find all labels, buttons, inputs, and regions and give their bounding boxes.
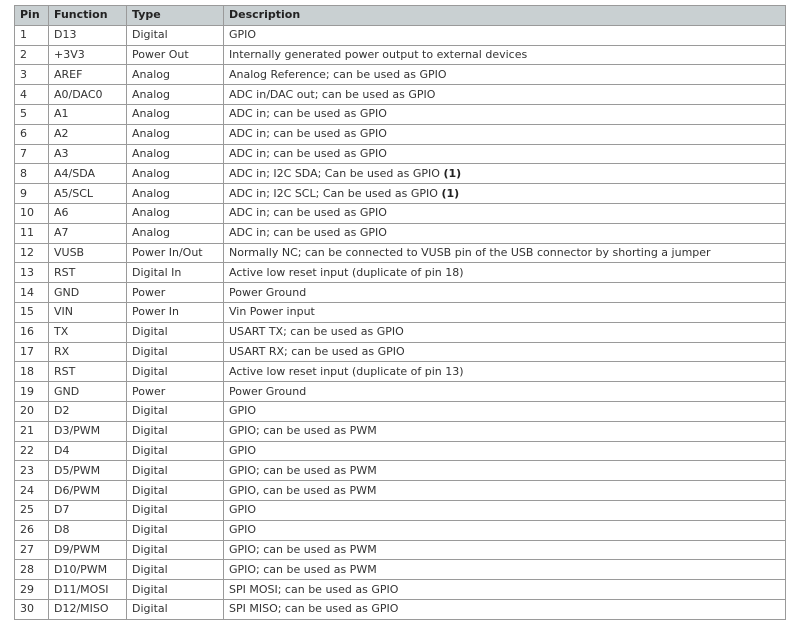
table-row: [15, 283, 786, 303]
cell-description: [224, 203, 786, 223]
description-text: SPI MOSI; can be used as GPIO: [229, 582, 399, 596]
description-text: GPIO; can be used as PWM: [229, 424, 377, 438]
cell-description: [224, 124, 786, 144]
cell-pin: 11: [15, 223, 49, 243]
cell-function: D10/PWM: [49, 560, 127, 580]
cell-function: A4/SDA: [49, 164, 127, 184]
cell-description: [224, 104, 786, 124]
cell-function: D8: [49, 520, 127, 540]
description-text: GPIO: [229, 28, 257, 42]
description-text: GPIO; can be used as PWM: [229, 463, 377, 477]
cell-function: A7: [49, 223, 127, 243]
table-row: [15, 25, 786, 45]
table-row: [15, 45, 786, 65]
cell-function: D2: [49, 401, 127, 421]
cell-pin: 20: [15, 401, 49, 421]
header-pin: Pin: [15, 6, 49, 26]
description-text: ADC in; can be used as GPIO: [229, 107, 387, 121]
table-row: [15, 599, 786, 619]
header-description: Description: [224, 6, 786, 26]
cell-description: [224, 540, 786, 560]
cell-pin: 4: [15, 85, 49, 105]
description-text: ADC in/DAC out; can be used as GPIO: [229, 87, 436, 101]
cell-type: Power In/Out: [127, 243, 224, 263]
cell-description: [224, 599, 786, 619]
cell-type: Digital In: [127, 263, 224, 283]
cell-description: [224, 144, 786, 164]
table-row: [15, 461, 786, 481]
cell-function: A5/SCL: [49, 184, 127, 204]
cell-pin: 7: [15, 144, 49, 164]
cell-function: TX: [49, 322, 127, 342]
cell-description: [224, 421, 786, 441]
cell-pin: 21: [15, 421, 49, 441]
description-text: GPIO: [229, 503, 257, 517]
cell-function: VUSB: [49, 243, 127, 263]
table-row: [15, 401, 786, 421]
cell-type: Digital: [127, 520, 224, 540]
cell-pin: 1: [15, 25, 49, 45]
cell-pin: 15: [15, 302, 49, 322]
cell-type: Analog: [127, 104, 224, 124]
cell-description: [224, 85, 786, 105]
cell-function: GND: [49, 283, 127, 303]
table-row: [15, 203, 786, 223]
table-row: [15, 144, 786, 164]
pin-table: [14, 5, 786, 620]
cell-function: D4: [49, 441, 127, 461]
cell-description: [224, 441, 786, 461]
description-text: ADC in; can be used as GPIO: [229, 226, 387, 240]
cell-type: Power Out: [127, 45, 224, 65]
description-text: Vin Power input: [229, 305, 315, 319]
cell-type: Analog: [127, 65, 224, 85]
table-row: [15, 164, 786, 184]
table-row: [15, 104, 786, 124]
cell-description: [224, 520, 786, 540]
cell-type: Power: [127, 382, 224, 402]
table-row: [15, 85, 786, 105]
cell-type: Power: [127, 283, 224, 303]
table-row: [15, 481, 786, 501]
cell-description: [224, 560, 786, 580]
cell-pin: 30: [15, 599, 49, 619]
cell-description: [224, 283, 786, 303]
cell-description: [224, 25, 786, 45]
cell-pin: 23: [15, 461, 49, 481]
table-row: [15, 243, 786, 263]
table-row: [15, 342, 786, 362]
cell-type: Digital: [127, 342, 224, 362]
cell-function: +3V3: [49, 45, 127, 65]
cell-type: Digital: [127, 401, 224, 421]
cell-function: D12/MISO: [49, 599, 127, 619]
cell-pin: 28: [15, 560, 49, 580]
cell-type: Digital: [127, 362, 224, 382]
cell-description: [224, 223, 786, 243]
description-text: Normally NC; can be connected to VUSB pin of the USB connector by shorting a jumper: [229, 245, 711, 259]
cell-type: Analog: [127, 164, 224, 184]
description-text: GPIO; can be used as PWM: [229, 542, 377, 556]
table-row: [15, 580, 786, 600]
description-text: USART TX; can be used as GPIO: [229, 325, 404, 339]
cell-type: Digital: [127, 322, 224, 342]
cell-type: Digital: [127, 481, 224, 501]
footnote-marker: (1): [443, 166, 462, 180]
cell-function: D9/PWM: [49, 540, 127, 560]
cell-type: Analog: [127, 223, 224, 243]
cell-function: GND: [49, 382, 127, 402]
cell-pin: 14: [15, 283, 49, 303]
cell-pin: 24: [15, 481, 49, 501]
description-text: ADC in; I2C SDA; Can be used as GPIO: [229, 166, 440, 180]
cell-description: [224, 65, 786, 85]
cell-type: Digital: [127, 500, 224, 520]
cell-function: D6/PWM: [49, 481, 127, 501]
description-text: USART RX; can be used as GPIO: [229, 344, 405, 358]
table-row: [15, 124, 786, 144]
table-row: [15, 540, 786, 560]
cell-pin: 2: [15, 45, 49, 65]
description-text: Active low reset input (duplicate of pin 13): [229, 364, 464, 378]
cell-description: [224, 45, 786, 65]
table-body: [15, 25, 786, 619]
footnote-marker: (1): [441, 186, 460, 200]
cell-function: D13: [49, 25, 127, 45]
cell-type: Digital: [127, 580, 224, 600]
cell-description: [224, 382, 786, 402]
cell-type: Digital: [127, 25, 224, 45]
cell-pin: 26: [15, 520, 49, 540]
cell-description: [224, 342, 786, 362]
cell-function: RST: [49, 263, 127, 283]
header-type: Type: [127, 6, 224, 26]
header-row: [15, 6, 786, 26]
cell-pin: 25: [15, 500, 49, 520]
description-text: ADC in; can be used as GPIO: [229, 146, 387, 160]
description-text: Internally generated power output to external devices: [229, 47, 528, 61]
description-text: GPIO; can be used as PWM: [229, 562, 377, 576]
cell-type: Digital: [127, 421, 224, 441]
cell-function: RST: [49, 362, 127, 382]
description-text: GPIO, can be used as PWM: [229, 483, 377, 497]
cell-function: RX: [49, 342, 127, 362]
description-text: Power Ground: [229, 285, 307, 299]
table-row: [15, 65, 786, 85]
cell-pin: 8: [15, 164, 49, 184]
table-row: [15, 421, 786, 441]
cell-function: AREF: [49, 65, 127, 85]
cell-pin: 16: [15, 322, 49, 342]
table-row: [15, 500, 786, 520]
table-row: [15, 362, 786, 382]
description-text: GPIO: [229, 443, 257, 457]
cell-pin: 10: [15, 203, 49, 223]
cell-description: [224, 401, 786, 421]
cell-type: Digital: [127, 560, 224, 580]
cell-pin: 27: [15, 540, 49, 560]
cell-pin: 13: [15, 263, 49, 283]
cell-type: Digital: [127, 599, 224, 619]
cell-description: [224, 481, 786, 501]
cell-description: [224, 322, 786, 342]
cell-description: [224, 263, 786, 283]
cell-description: [224, 184, 786, 204]
cell-description: [224, 164, 786, 184]
cell-description: [224, 243, 786, 263]
cell-type: Analog: [127, 124, 224, 144]
cell-type: Analog: [127, 184, 224, 204]
cell-description: [224, 302, 786, 322]
description-text: GPIO: [229, 523, 257, 537]
cell-type: Analog: [127, 203, 224, 223]
cell-pin: 12: [15, 243, 49, 263]
table-row: [15, 184, 786, 204]
cell-pin: 18: [15, 362, 49, 382]
table-row: [15, 441, 786, 461]
cell-type: Analog: [127, 85, 224, 105]
cell-pin: 19: [15, 382, 49, 402]
description-text: Power Ground: [229, 384, 307, 398]
cell-function: A3: [49, 144, 127, 164]
cell-type: Digital: [127, 441, 224, 461]
cell-description: [224, 500, 786, 520]
cell-function: A6: [49, 203, 127, 223]
cell-pin: 5: [15, 104, 49, 124]
cell-pin: 22: [15, 441, 49, 461]
cell-type: Analog: [127, 144, 224, 164]
cell-type: Power In: [127, 302, 224, 322]
table-row: [15, 560, 786, 580]
description-text: Analog Reference; can be used as GPIO: [229, 67, 447, 81]
cell-type: Digital: [127, 540, 224, 560]
header-function: Function: [49, 6, 127, 26]
description-text: ADC in; can be used as GPIO: [229, 206, 387, 220]
description-text: SPI MISO; can be used as GPIO: [229, 602, 399, 616]
table-row: [15, 302, 786, 322]
cell-function: A1: [49, 104, 127, 124]
cell-pin: 9: [15, 184, 49, 204]
cell-function: D5/PWM: [49, 461, 127, 481]
description-text: ADC in; can be used as GPIO: [229, 127, 387, 141]
description-text: ADC in; I2C SCL; Can be used as GPIO: [229, 186, 438, 200]
cell-function: D7: [49, 500, 127, 520]
cell-description: [224, 580, 786, 600]
cell-pin: 17: [15, 342, 49, 362]
table-row: [15, 223, 786, 243]
cell-function: A0/DAC0: [49, 85, 127, 105]
cell-function: D11/MOSI: [49, 580, 127, 600]
table-row: [15, 382, 786, 402]
description-text: GPIO: [229, 404, 257, 418]
cell-pin: 3: [15, 65, 49, 85]
cell-type: Digital: [127, 461, 224, 481]
table-row: [15, 520, 786, 540]
cell-function: D3/PWM: [49, 421, 127, 441]
description-text: Active low reset input (duplicate of pin 18): [229, 265, 464, 279]
cell-description: [224, 362, 786, 382]
cell-pin: 6: [15, 124, 49, 144]
cell-description: [224, 461, 786, 481]
cell-pin: 29: [15, 580, 49, 600]
table-row: [15, 263, 786, 283]
table-row: [15, 322, 786, 342]
cell-function: VIN: [49, 302, 127, 322]
cell-function: A2: [49, 124, 127, 144]
